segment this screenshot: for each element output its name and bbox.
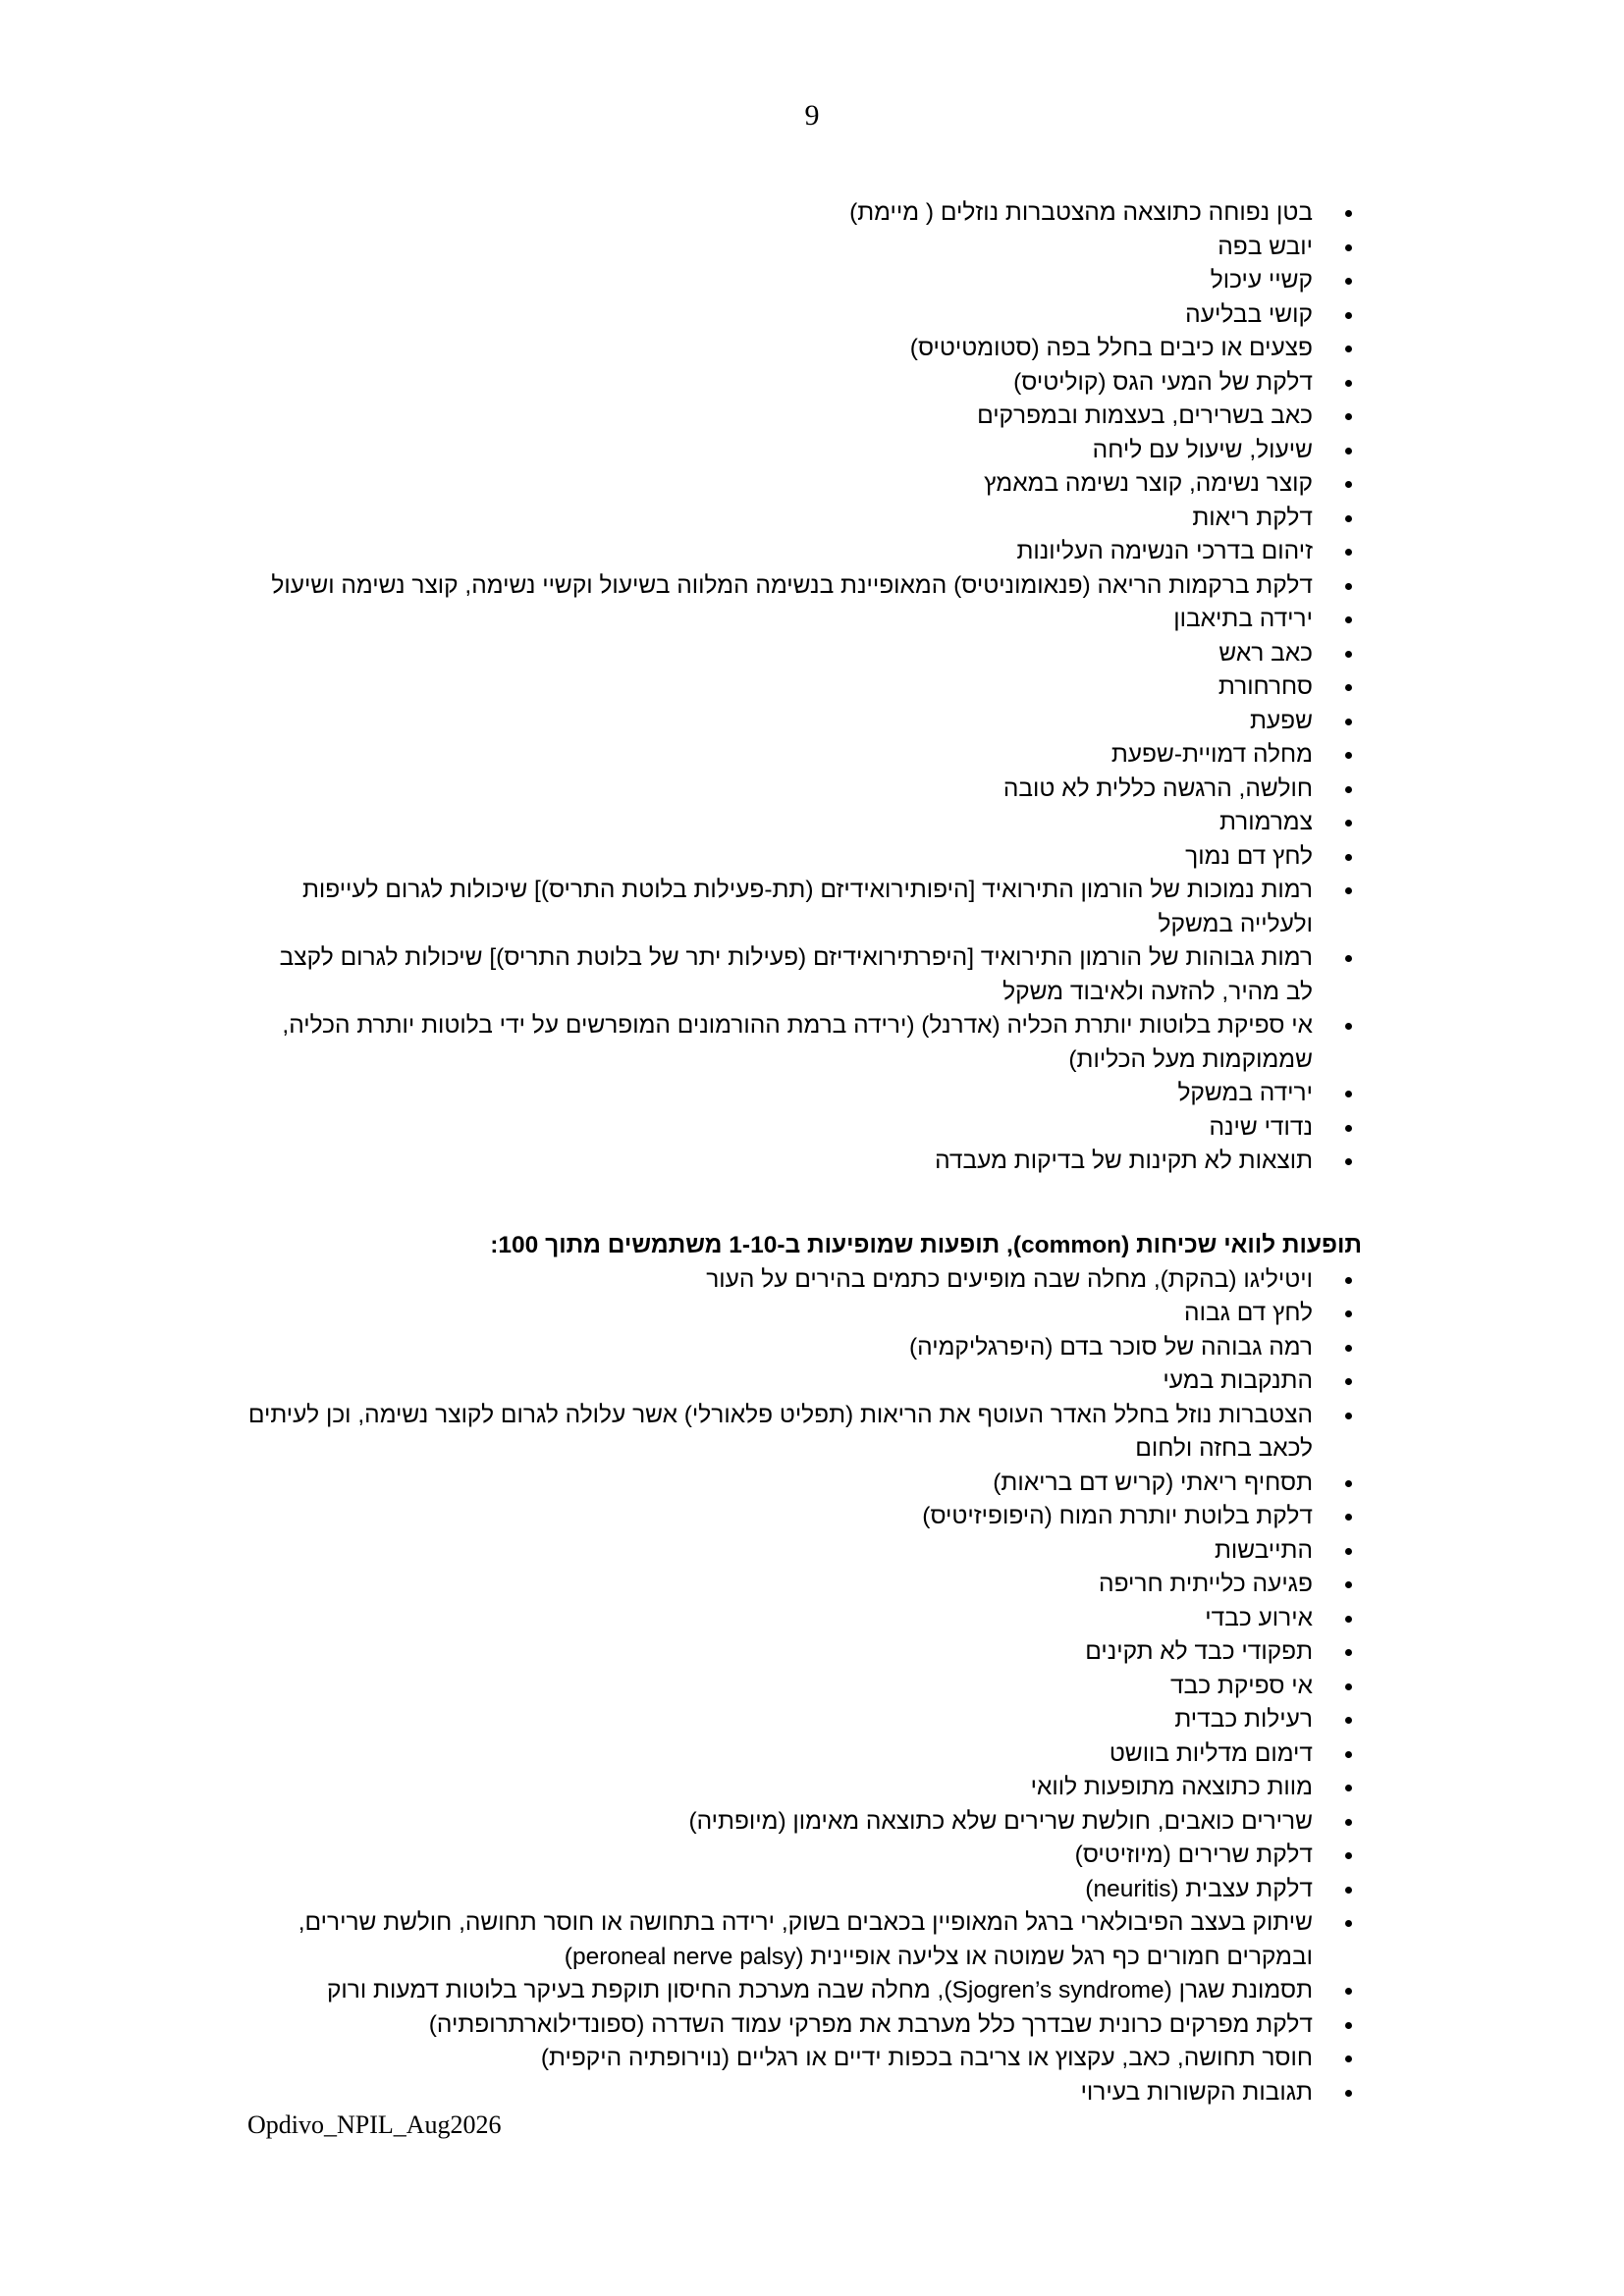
list-item: התנקבות במעי — [247, 1364, 1313, 1399]
list-item: תוצאות לא תקינות של בדיקות מעבדה — [247, 1145, 1313, 1179]
list-item: מחלה דמויית-שפעת — [247, 738, 1313, 773]
list-item: מוות כתוצאה מתופעות לוואי — [247, 1771, 1313, 1805]
list-item: קשיי עיכול — [247, 264, 1313, 298]
list-item: פגיעה כלייתית חריפה — [247, 1568, 1313, 1602]
list-item: תסמונת שגרן (Sjogren’s syndrome), מחלה שבה מערכת החיסון תוקפת בעיקר בלוטות דמעות ורוק — [247, 1974, 1313, 2008]
list-item: ויטיליגו (בהקת), מחלה שבה מופיעים כתמים בהירים על העור — [247, 1263, 1313, 1298]
list-item: רעילות כבדית — [247, 1703, 1313, 1737]
list-item: תפקודי כבד לא תקינים — [247, 1635, 1313, 1670]
list-item: כאב ראש — [247, 637, 1313, 671]
content-section-2 — [247, 1229, 1362, 2109]
bullet-list-1 — [247, 196, 1362, 1179]
list-item: שרירים כואבים, חולשת שרירים שלא כתוצאה מאימון (מיופתיה) — [247, 1805, 1313, 1840]
list-item: רמה גבוהה של סוכר בדם (היפרגליקמיה) — [247, 1331, 1313, 1365]
list-item: התייבשות — [247, 1534, 1313, 1569]
list-item: חולשה, הרגשה כללית לא טובה — [247, 773, 1313, 807]
list-item: שפעת — [247, 705, 1313, 739]
list-item: קושי בבליעה — [247, 298, 1313, 333]
list-item: רמות נמוכות של הורמון התירואיד [היפותירואידיזם (תת-פעילות בלוטת התריס)] שיכולות לגרום לעייפות ולעלייה במשקל — [247, 874, 1313, 941]
list-item: כאב בשרירים, בעצמות ובמפרקים — [247, 400, 1313, 434]
list-item: אירוע כבדי — [247, 1602, 1313, 1636]
list-item: דלקת שרירים (מיוזיטיס) — [247, 1839, 1313, 1873]
list-item: ירידה בתיאבון — [247, 603, 1313, 637]
list-item: דלקת עצבית (neuritis) — [247, 1873, 1313, 1907]
list-item: דימום מדליות בוושט — [247, 1737, 1313, 1772]
bullet-list-2 — [247, 1263, 1362, 2110]
list-item: דלקת בלוטת יותרת המוח (היפופיזיטיס) — [247, 1500, 1313, 1534]
list-item: תגובות הקשורות בעירוי — [247, 2076, 1313, 2110]
page-number: 9 — [804, 99, 820, 132]
section-heading: תופעות לוואי שכיחות (common), תופעות שמופיעות ב-1-10 משתמשים מתוך 100: — [490, 1232, 1362, 1258]
list-item: לחץ דם גבוה — [247, 1297, 1313, 1331]
list-item: רמות גבוהות של הורמון התירואיד [היפרתירואידיזם (פעילות יתר של בלוטת התריס)] שיכולות לגרום לקצב לב מהיר, להזעה ולאיבוד משקל — [247, 941, 1313, 1009]
list-item: לחץ דם נמוך — [247, 840, 1313, 875]
list-item: תסחיף ריאתי (קריש דם בריאות) — [247, 1467, 1313, 1501]
list-item: דלקת ריאות — [247, 502, 1313, 536]
list-item: צמרמורת — [247, 806, 1313, 840]
list-item: סחרחורת — [247, 670, 1313, 705]
list-item: ירידה במשקל — [247, 1077, 1313, 1111]
list-item: חוסר תחושה, כאב, עקצוץ או צריבה בכפות ידיים או רגליים (נוירופתיה היקפית) — [247, 2042, 1313, 2076]
footer-document-id: Opdivo_NPIL_Aug2026 — [247, 2110, 502, 2139]
content-list-1 — [247, 196, 1362, 1179]
list-item: נדודי שינה — [247, 1111, 1313, 1146]
list-item: שיעול, שיעול עם ליחה — [247, 434, 1313, 468]
list-item: יובש בפה — [247, 231, 1313, 265]
list-item: אי ספיקת בלוטות יותרת הכליה (אדרנל) (ירידה ברמת ההורמונים המופרשים על ידי בלוטות יותרת הכליה, שממוקמות מעל הכליות) — [247, 1009, 1313, 1077]
list-item: בטן נפוחה כתוצאה מהצטברות נוזלים ( מיימת) — [247, 196, 1313, 231]
list-item: אי ספיקת כבד — [247, 1670, 1313, 1704]
list-item: פצעים או כיבים בחלל בפה (סטומטיטיס) — [247, 332, 1313, 366]
list-item: קוצר נשימה, קוצר נשימה במאמץ — [247, 467, 1313, 502]
list-item: דלקת ברקמות הריאה (פנאומוניטיס) המאופיינת בנשימה המלווה בשיעול וקשיי נשימה, קוצר נשימה ושיעול — [247, 569, 1313, 604]
list-item: הצטברות נוזל בחלל האדר העוטף את הריאות (תפליט פלאורלי) אשר עלולה לגרום לקוצר נשימה, וכן לעיתים לכאב בחזה ולחום — [247, 1399, 1313, 1467]
list-item: שיתוק בעצב הפיבולארי ברגל המאופיין בכאבים בשוק, ירידה בתחושה או חוסר תחושה, חולשת שרירים, ובמקרים חמורים כף רגל שמוטה או צליעה אופיינית (peroneal nerve palsy) — [247, 1906, 1313, 1974]
list-item: זיהום בדרכי הנשימה העליונות — [247, 535, 1313, 569]
list-item: דלקת מפרקים כרונית שבדרך כלל מערבת את מפרקי עמוד השדרה (ספונדילוארתרופתיה) — [247, 2008, 1313, 2043]
list-item: דלקת של המעי הגס (קוליטיס) — [247, 366, 1313, 400]
